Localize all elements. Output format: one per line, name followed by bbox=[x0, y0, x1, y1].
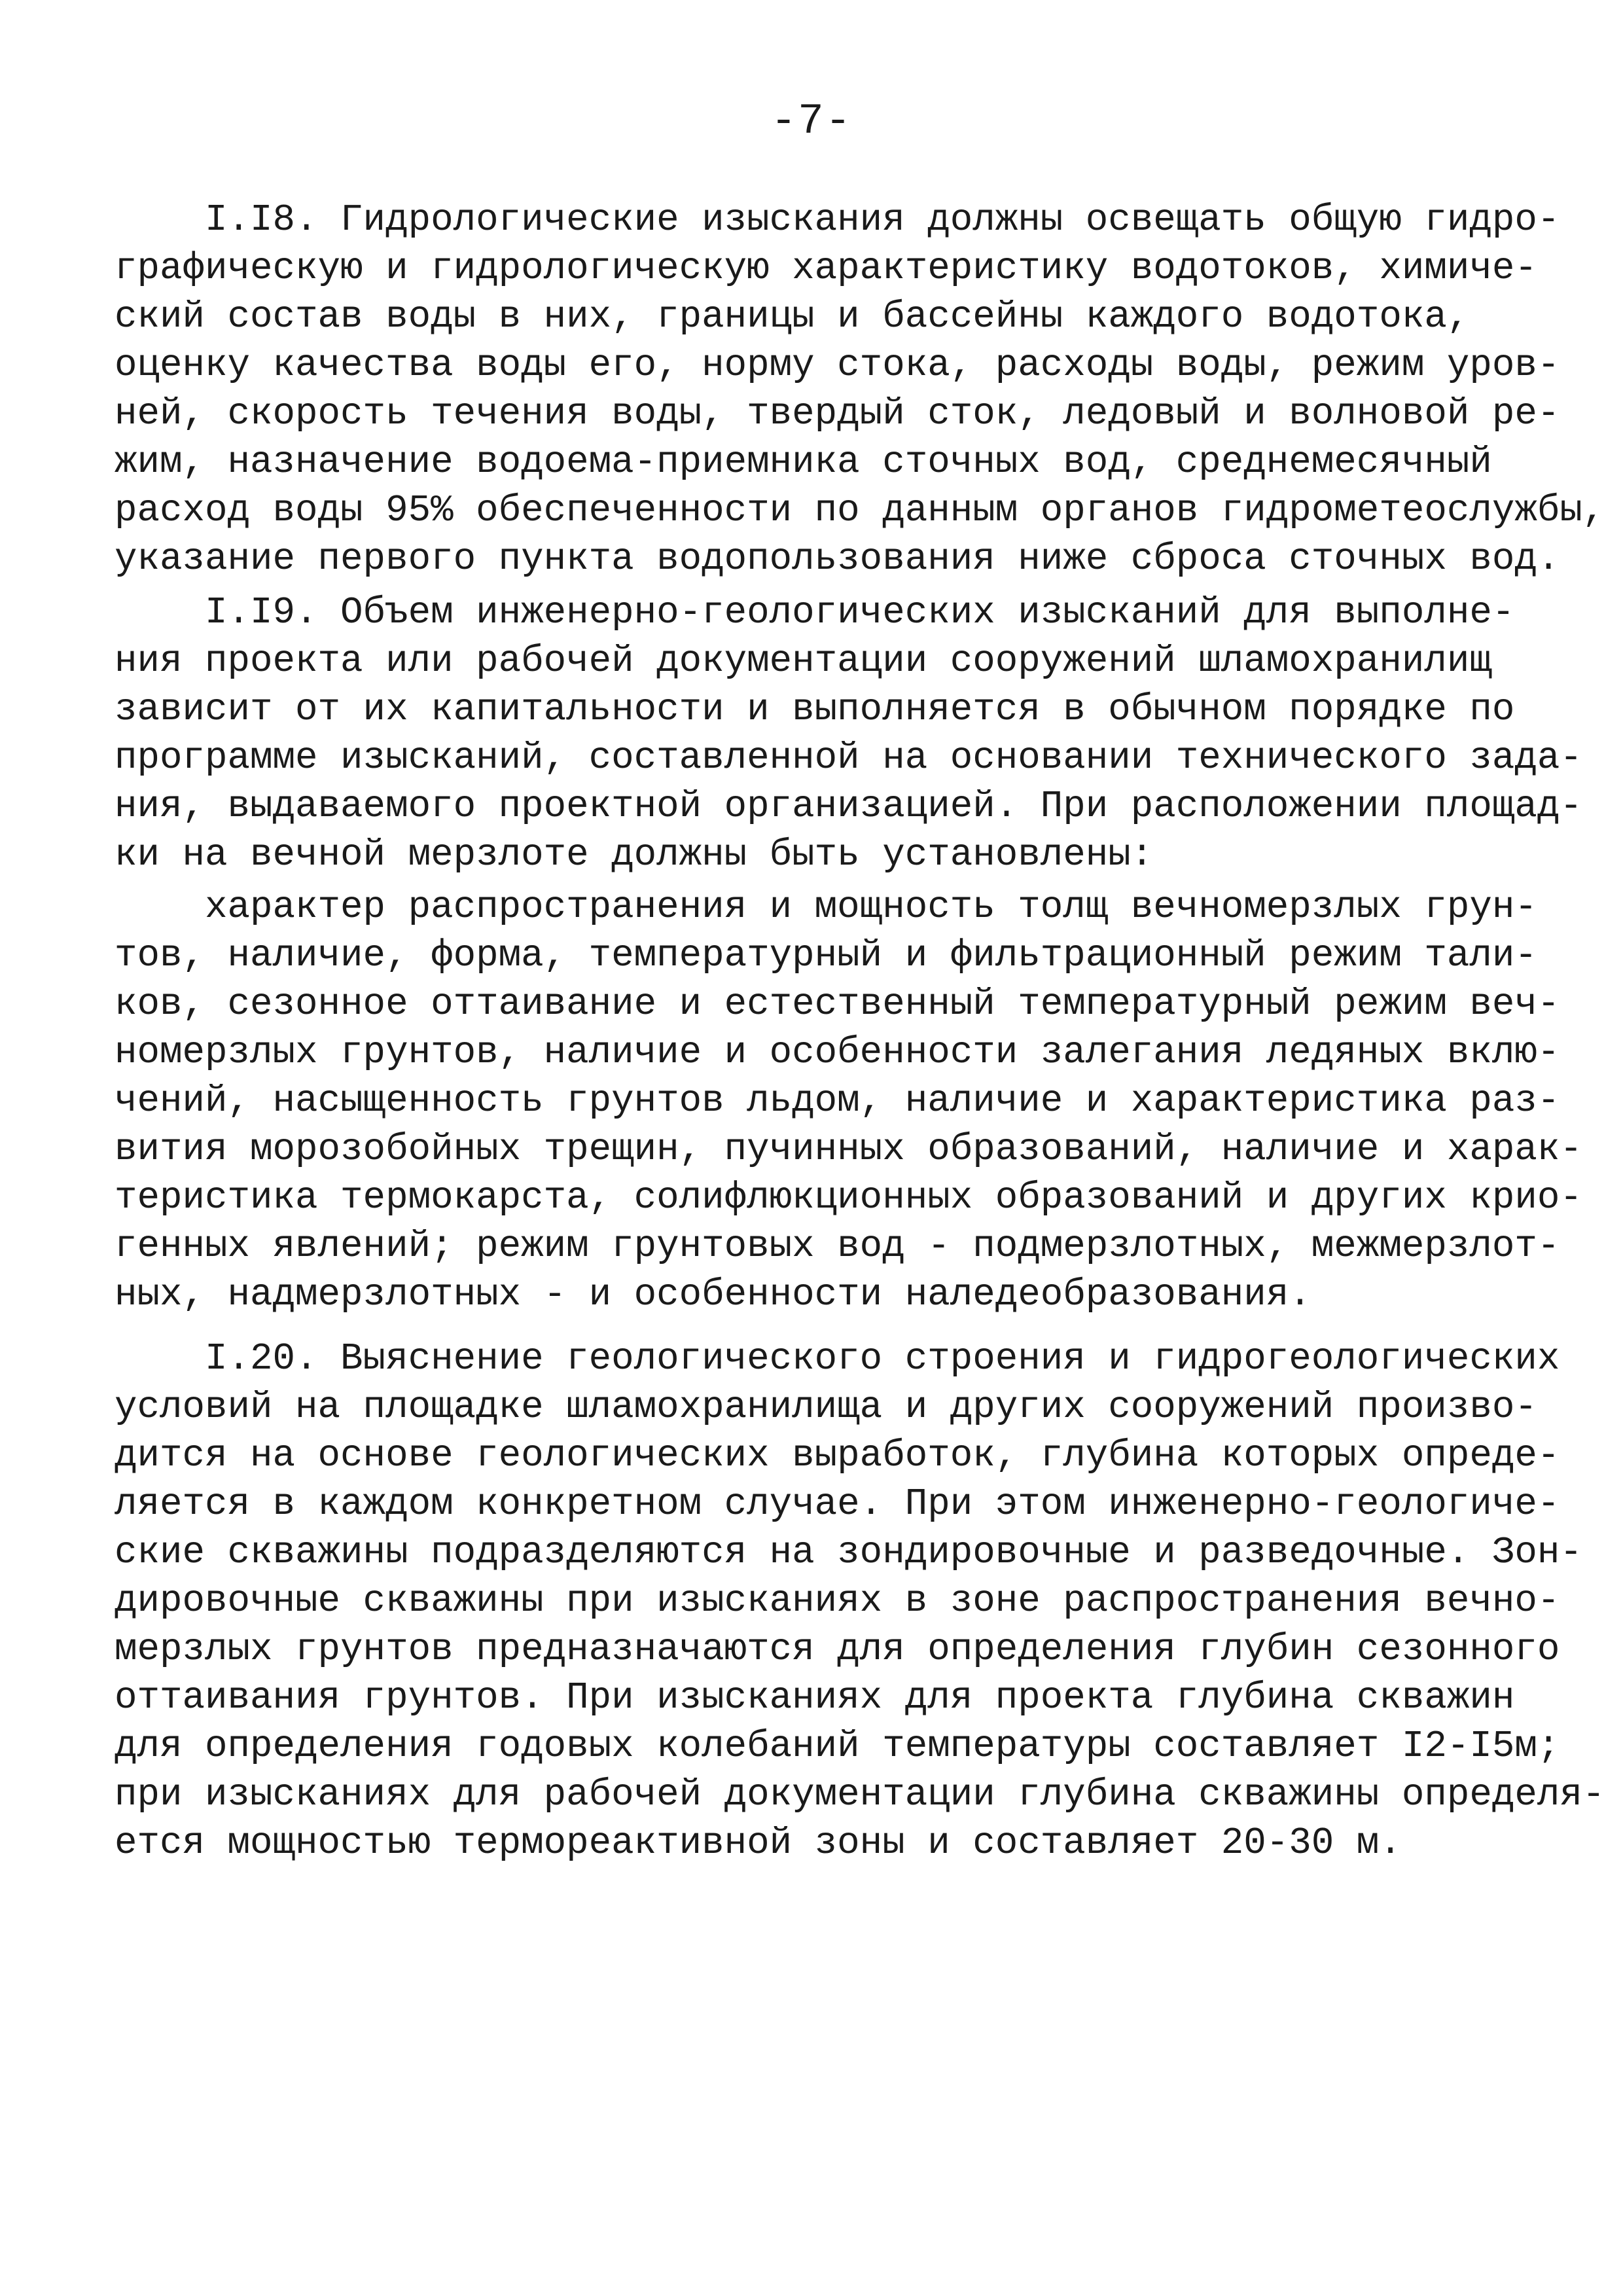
text-line: расход воды 95% обеспеченности по данным органов гидрометеослужбы, bbox=[115, 490, 1605, 532]
text-line: при изысканиях для рабочей документации глубина скважины определя- bbox=[115, 1774, 1605, 1816]
text-line: номерзлых грунтов, наличие и особенности залегания ледяных вклю- bbox=[115, 1031, 1560, 1074]
paragraph-1-20 bbox=[115, 1335, 1605, 1868]
page-number: -7- bbox=[770, 97, 853, 146]
text-line: ней, скорость течения воды, твердый сток, ледовый и волновой ре- bbox=[115, 393, 1560, 435]
text-line: программе изысканий, составленной на основании технического зада- bbox=[115, 737, 1582, 780]
text-line: чений, насыщенность грунтов льдом, наличие и характеристика раз- bbox=[115, 1080, 1560, 1122]
text-line: характер распространения и мощность толщ вечномерзлых грун- bbox=[115, 886, 1537, 929]
text-line: ния проекта или рабочей документации сооружений шламохранилищ bbox=[115, 640, 1492, 683]
text-line: ния, выдаваемого проектной организацией. При расположении площад- bbox=[115, 785, 1582, 828]
paragraph-1-19 bbox=[115, 589, 1582, 880]
text-line: ков, сезонное оттаивание и естественный температурный режим веч- bbox=[115, 983, 1560, 1026]
text-line: оценку качества воды его, норму стока, расходы воды, режим уров- bbox=[115, 344, 1560, 387]
text-line: графическую и гидрологическую характеристику водотоков, химиче- bbox=[115, 247, 1537, 290]
text-line: I.20. Выяснение геологического строения и гидрогеологических bbox=[115, 1338, 1560, 1380]
text-line: теристика термокарста, солифлюкционных образований и других крио- bbox=[115, 1177, 1582, 1219]
text-line: ки на вечной мерзлоте должны быть установлены: bbox=[115, 834, 1154, 876]
text-line: для определения годовых колебаний температуры составляет I2-I5м; bbox=[115, 1725, 1560, 1768]
paragraph-1-19-list bbox=[115, 884, 1582, 1319]
text-line: условий на площадке шламохранилища и других сооружений произво- bbox=[115, 1386, 1537, 1429]
text-line: ские скважины подразделяются на зондировочные и разведочные. Зон- bbox=[115, 1532, 1582, 1574]
text-line: ется мощностью термореактивной зоны и составляет 20-30 м. bbox=[115, 1822, 1402, 1865]
text-line: зависит от их капитальности и выполняется в обычном порядке по bbox=[115, 689, 1515, 731]
text-line: дировочные скважины при изысканиях в зоне распространения вечно- bbox=[115, 1580, 1560, 1623]
text-line: мерзлых грунтов предназначаются для определения глубин сезонного bbox=[115, 1628, 1560, 1671]
text-line: оттаивания грунтов. При изысканиях для проекта глубина скважин bbox=[115, 1677, 1515, 1719]
text-line: ляется в каждом конкретном случае. При этом инженерно-геологиче- bbox=[115, 1483, 1560, 1526]
text-line: ский состав воды в них, границы и бассейны каждого водотока, bbox=[115, 296, 1470, 338]
text-line: ных, надмерзлотных - и особенности наледеобразования. bbox=[115, 1274, 1311, 1316]
text-line: тов, наличие, форма, температурный и фильтрационный режим тали- bbox=[115, 935, 1537, 977]
text-line: I.I9. Объем инженерно-геологических изысканий для выполне- bbox=[115, 592, 1515, 634]
text-line: генных явлений; режим грунтовых вод - подмерзлотных, межмерзлот- bbox=[115, 1225, 1560, 1268]
text-line: дится на основе геологических выработок, глубина которых опреде- bbox=[115, 1435, 1560, 1477]
text-line: вития морозобойных трещин, пучинных образований, наличие и харак- bbox=[115, 1128, 1582, 1171]
text-line: указание первого пункта водопользования ниже сброса сточных вод. bbox=[115, 538, 1560, 581]
paragraph-1-18 bbox=[115, 196, 1605, 584]
text-line: I.I8. Гидрологические изыскания должны освещать общую гидро- bbox=[115, 199, 1560, 242]
text-line: жим, назначение водоема-приемника сточных вод, среднемесячный bbox=[115, 441, 1492, 484]
